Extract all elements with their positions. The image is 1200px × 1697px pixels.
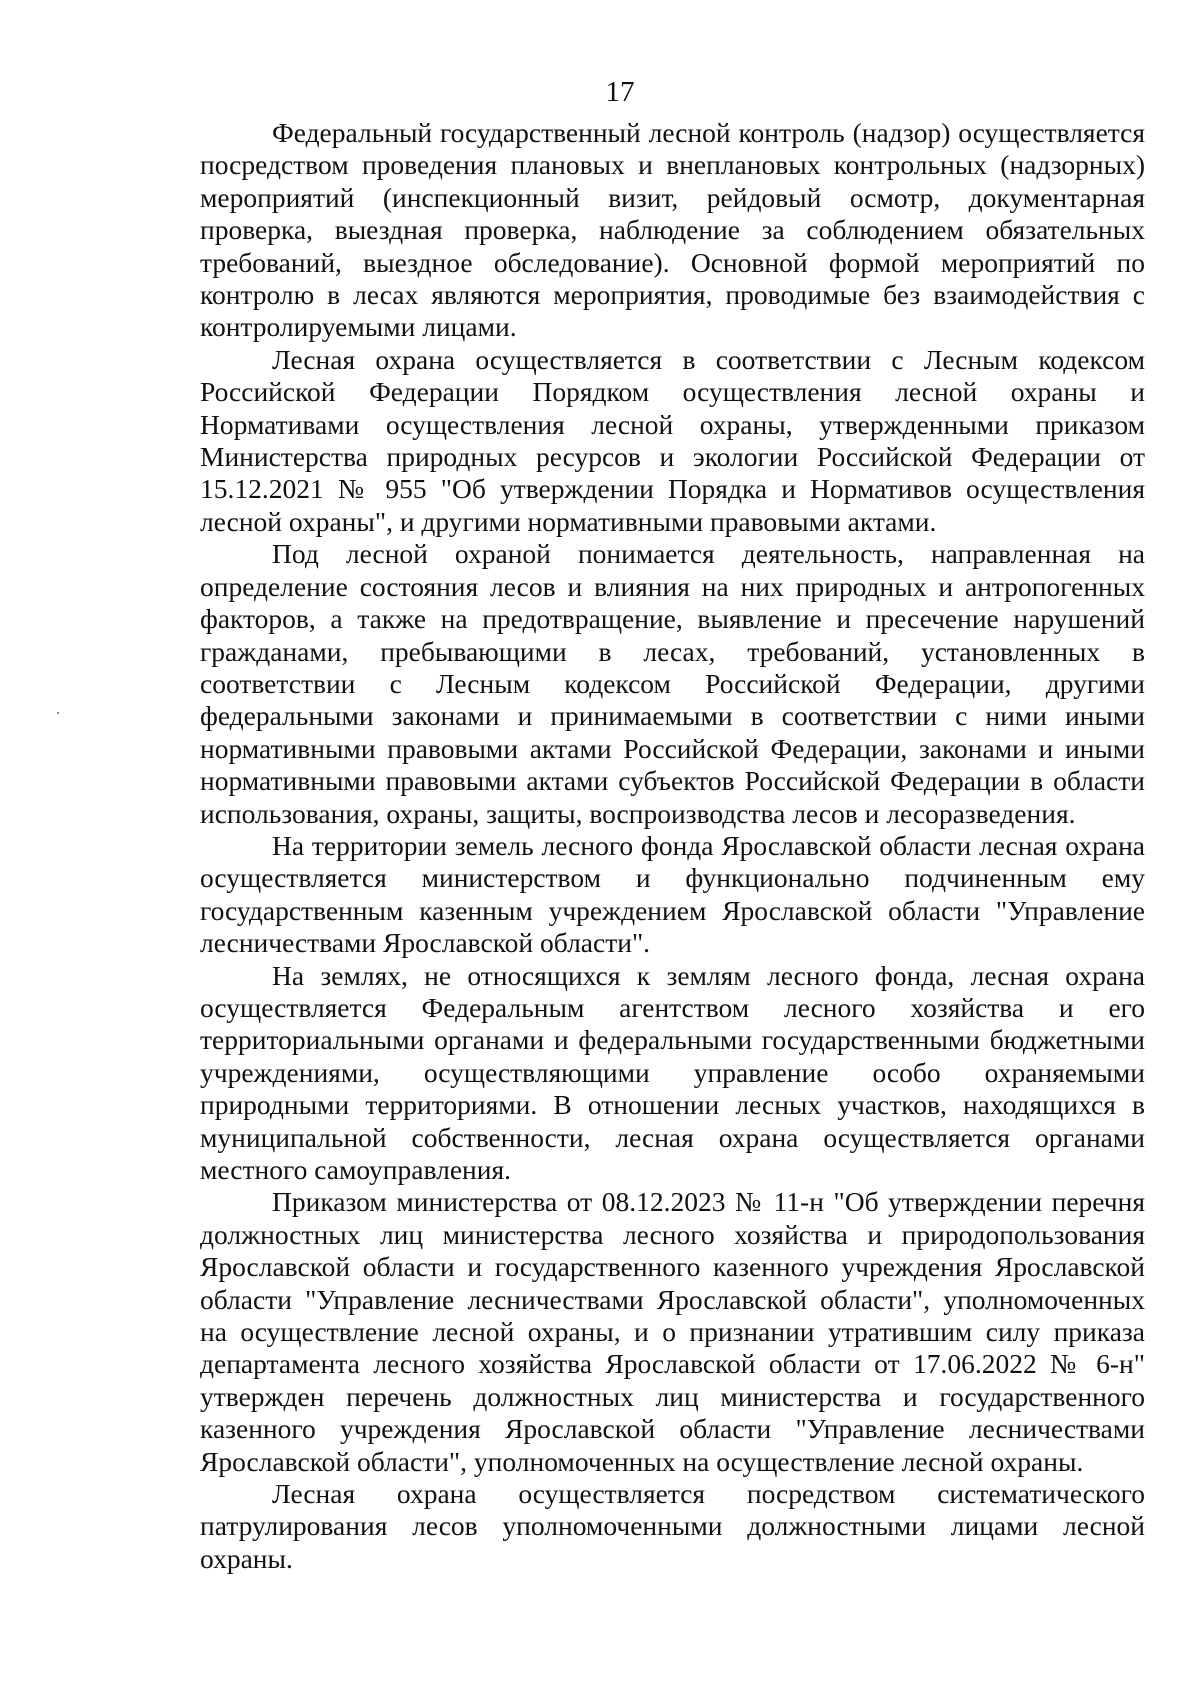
paragraph-forest-protection-definition: Под лесной охраной понимается деятельность, направленная на определение состояния лесов и влияния на них природных и антропогенных факторов, а также на предотвращение, выявление и пресечение нарушений гражданами, пребывающими в лесах, требований, установленных в соответствии с Лесным кодексом Российской Федерации, другими федеральными законами и принимаемыми в соответствии с ними иными нормативными правовыми актами Российской Федерации, законами и иными нормативными правовыми актами субъектов Российской Федерации в области использования, охраны, защиты, воспроизводства лесов и лесоразведения. [200,538,1145,829]
paragraph-ministry-order: Приказом министерства от 08.12.2023 № 11-н "Об утверждении перечня должностных лиц министерства лесного хозяйства и природопользования Ярославской области и государственного казенного учреждения Ярославской области "Управление лесничествами Ярославской области", уполномоченных на осуществление лесной охраны, и о признании утратившим силу приказа департамента лесного хозяйства Ярославской области от 17.06.2022 № 6-н" утвержден перечень должностных лиц министерства и государственного казенного учреждения Ярославской области "Управление лесничествами Ярославской области", уполномоченных на осуществление лесной охраны. [200,1186,1145,1477]
paragraph-forest-fund-lands: На территории земель лесного фонда Ярославской области лесная охрана осуществляется министерством и функционально подчиненным ему государственным казенным учреждением Ярославской области "Управление лесничествами Ярославской области". [200,829,1145,959]
page-number: 17 [605,76,635,108]
paragraph-other-lands: На землях, не относящихся к землям лесного фонда, лесная охрана осуществляется Федеральным агентством лесного хозяйства и его территориальными органами и федеральными государственными бюджетными учреждениями, осуществляющими управление особо охраняемыми природными территориями. В отношении лесных участков, находящихся в муниципальной собственности, лесная охрана осуществляется органами местного самоуправления. [200,959,1145,1185]
paragraph-forest-control: Федеральный государственный лесной контроль (надзор) осуществляется посредством проведения плановых и внеплановых контрольных (надзорных) мероприятий (инспекционный визит, рейдовый осмотр, документарная проверка, выездная проверка, наблюдение за соблюдением обязательных требований, выездное обследование). Основной формой мероприятий по контролю в лесах являются мероприятия, проводимые без взаимодействия с контролируемыми лицами. [200,117,1145,343]
document-body [200,117,1145,1575]
paragraph-patrolling: Лесная охрана осуществляется посредством систематического патрулирования лесов уполномоченными должностными лицами лесной охраны. [200,1478,1145,1574]
paragraph-forest-protection-legal-basis: Лесная охрана осуществляется в соответствии с Лесным кодексом Российской Федерации Порядком осуществления лесной охраны и Нормативами осуществления лесной охраны, утвержденными приказом Министерства природных ресурсов и экологии Российской Федерации от 15.12.2021 № 955 "Об утверждении Порядка и Нормативов осуществления лесной охраны", и другими нормативными правовыми актами. [200,343,1145,537]
scan-speck [57,712,59,714]
